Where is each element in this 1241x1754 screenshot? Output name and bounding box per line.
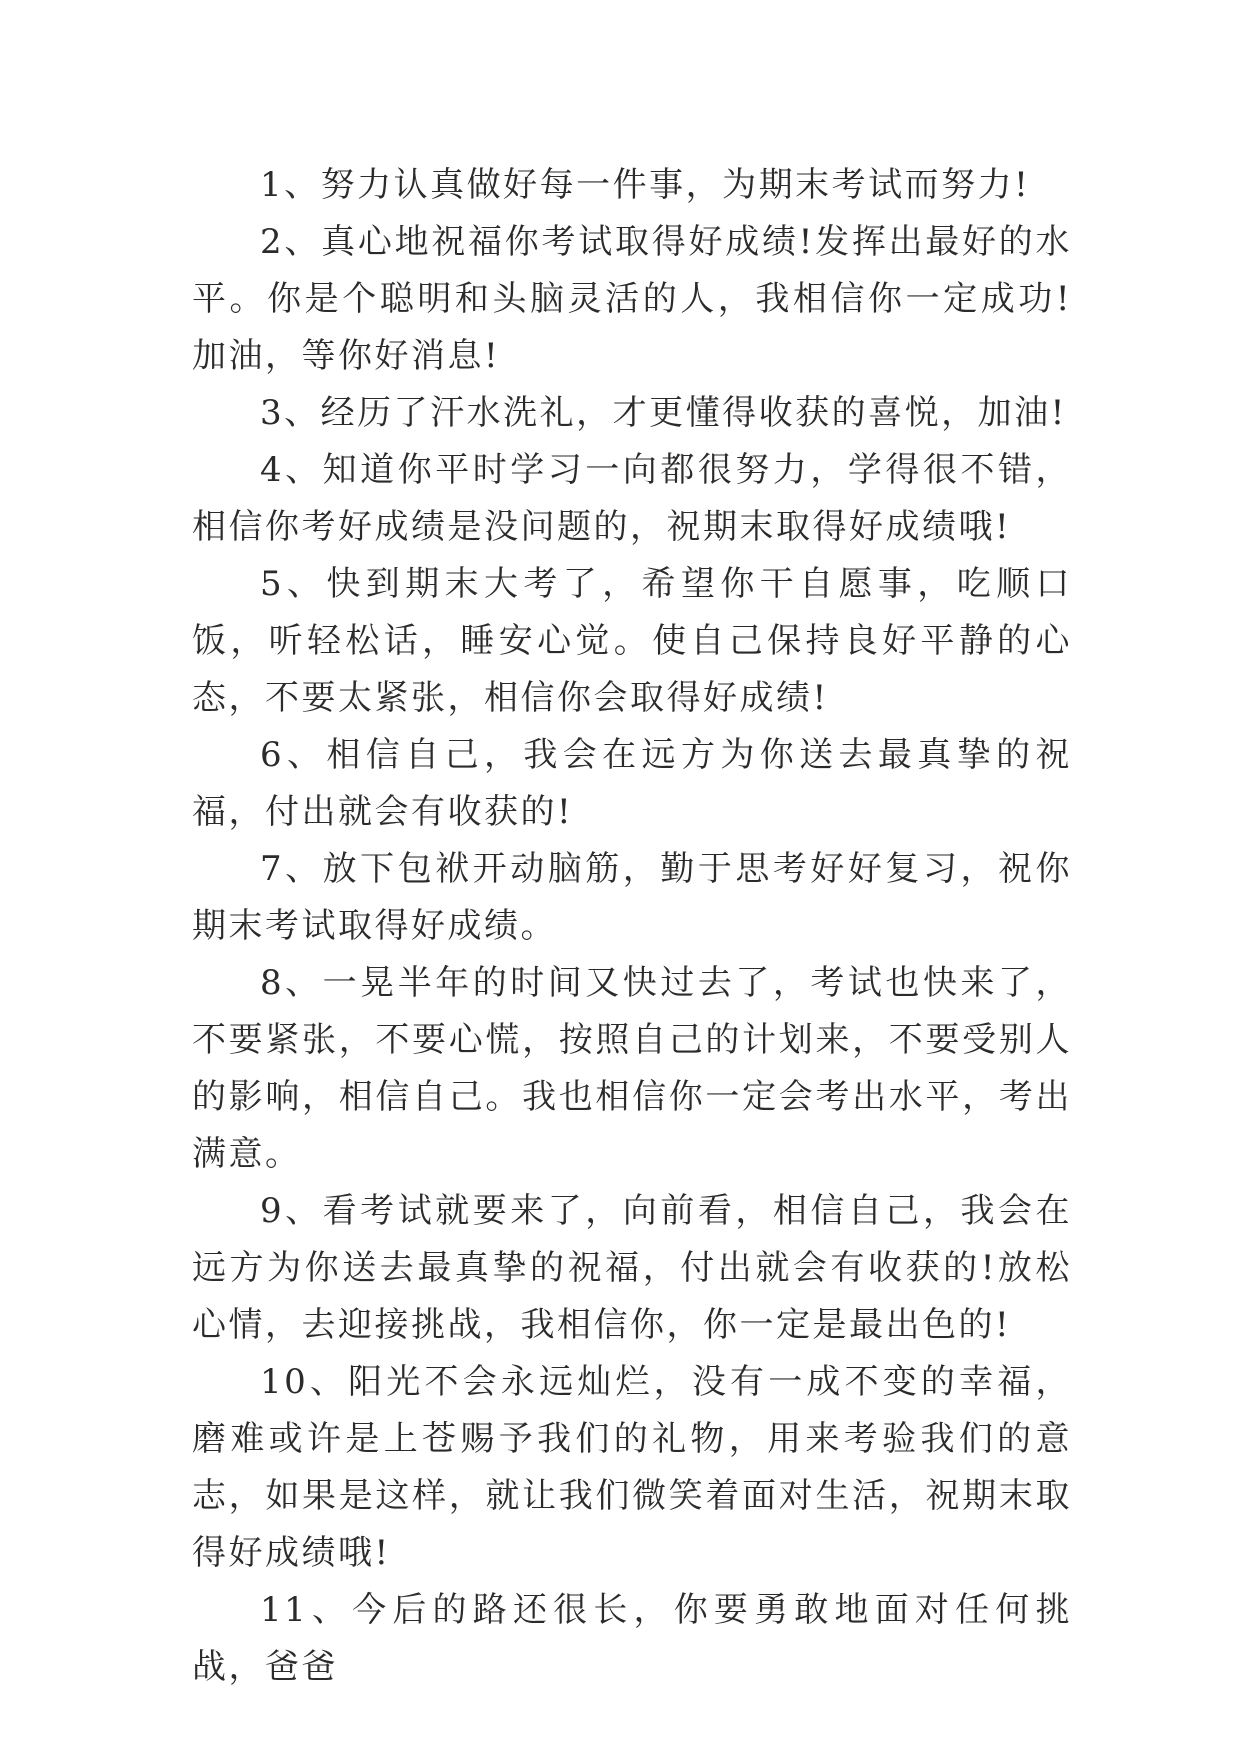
paragraph-3: 3、经历了汗水洗礼，才更懂得收获的喜悦，加油! (260, 393, 1067, 433)
paragraph-9: 9、看考试就要来了，向前看，相信自己，我会在远方为你送去最真挚的祝福，付出就会有收获的!放松心情，去迎接挑战，我相信你，你一定是最出色的! (192, 1191, 1072, 1345)
paragraph-1: 1、努力认真做好每一件事，为期末考试而努力! (260, 165, 1031, 205)
paragraph-10: 10、阳光不会永远灿烂，没有一成不变的幸福，磨难或许是上苍赐予我们的礼物，用来考验我们的意志，如果是这样，就让我们微笑着面对生活，祝期末取得好成绩哦! (192, 1362, 1072, 1573)
paragraph-6: 6、相信自己，我会在远方为你送去最真挚的祝福，付出就会有收获的! (192, 735, 1072, 832)
paragraph-5: 5、快到期末大考了，希望你干自愿事，吃顺口饭，听轻松话，睡安心觉。使自己保持良好平静的心态，不要太紧张，相信你会取得好成绩! (192, 564, 1072, 718)
paragraph-2: 2、真心地祝福你考试取得好成绩!发挥出最好的水平。你是个聪明和头脑灵活的人，我相信你一定成功!加油，等你好消息! (192, 222, 1072, 376)
document-body (192, 157, 1072, 1696)
paragraph-4: 4、知道你平时学习一向都很努力，学得很不错，相信你考好成绩是没问题的，祝期末取得好成绩哦! (192, 450, 1072, 547)
paragraph-7: 7、放下包袱开动脑筋，勤于思考好好复习，祝你期末考试取得好成绩。 (192, 849, 1072, 946)
paragraph-11: 11、今后的路还很长，你要勇敢地面对任何挑战，爸爸 (192, 1590, 1072, 1687)
paragraph-8: 8、一晃半年的时间又快过去了，考试也快来了，不要紧张，不要心慌，按照自己的计划来，不要受别人的影响，相信自己。我也相信你一定会考出水平，考出满意。 (192, 963, 1072, 1174)
